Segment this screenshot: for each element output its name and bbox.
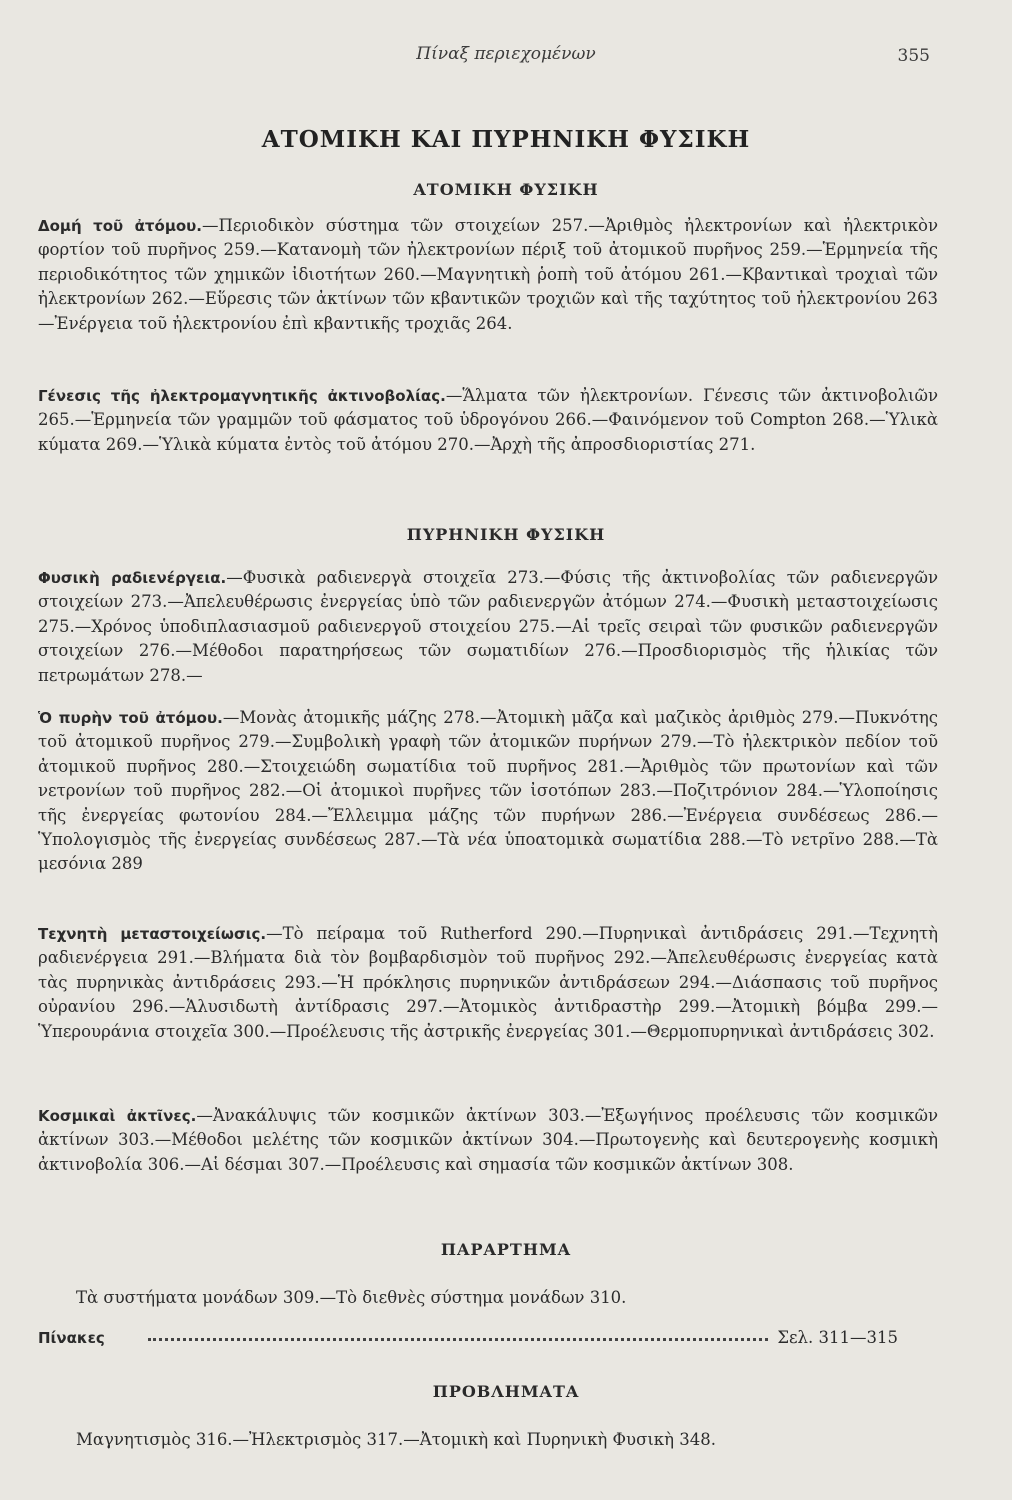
entry-text: —Ἀνακάλυψις τῶν κοσμικῶν ἀκτίνων 303.—Ἐξωγήινος προέλευσις τῶν κοσμικῶν ἀκτίνων 303.—Μέθοδοι μελέτης τῶν κοσμικῶν ἀκτίνων 304.—Πρωτογενὴς καὶ δευτερογενὴς κοσμικὴ ἀκτινοβολία 306.—Αἱ δέσμαι 307.—Προέλευσις καὶ σημασία τῶν κοσμικῶν ἀκτίνων 308.	[38, 1106, 938, 1174]
tables-entry	[38, 1328, 898, 1347]
toc-entry	[38, 214, 938, 336]
appendix-text: Τὰ συστήματα μονάδων 309.—Τὸ διεθνὲς σύστημα μονάδων 310.	[76, 1288, 627, 1307]
entry-text: —Ἅλματα τῶν ἠλεκτρονίων. Γένεσις τῶν ἀκτινοβολιῶν 265.—Ἑρμηνεία τῶν γραμμῶν τοῦ φάσματος τοῦ ὑδρογόνου 266.—Φαινόμενον τοῦ Compton 268.—Ὑλικὰ κύματα 269.—Ὑλικὰ κύματα ἐντὸς τοῦ ἀτόμου 270.—Ἀρχὴ τῆς ἀπροσδιοριστίας 271.	[38, 386, 938, 454]
entry-heading: Δομή τοῦ ἀτόμου.	[38, 217, 202, 235]
tables-pages: Σελ. 311—315	[777, 1328, 898, 1347]
toc-entry	[38, 566, 938, 688]
entry-heading: Γένεσις τῆς ἠλεκτρομαγνητικῆς ἀκτινοβολίας.	[38, 387, 446, 405]
entry-text: —Περιοδικὸν σύστημα τῶν στοιχείων 257.—Ἀριθμὸς ἠλεκτρονίων καὶ ἠλεκτρικὸν φορτίον τοῦ πυρῆνος 259.—Κατανομὴ τῶν ἠλεκτρονίων πέριξ τοῦ ἀτομικοῦ πυρῆνος 259.—Ἑρμηνεία τῆς περιοδικότητος τῶν χημικῶν ἰδιοτήτων 260.—Μαγνητικὴ ῥοπὴ τοῦ ἀτόμου 261.—Κβαντικαὶ τροχιαὶ τῶν ἠλεκτρονίων 262.—Εὕρεσις τῶν ἀκτίνων τῶν κβαντικῶν τροχιῶν καὶ τῆς ταχύτητος τοῦ ἠλεκτρονίου 263 —Ἐνέργεια τοῦ ἠλεκτρονίου ἐπὶ κβαντικῆς τροχιᾶς 264.	[38, 216, 938, 333]
main-title: ΑΤΟΜΙΚΗ ΚΑΙ ΠΥΡΗΝΙΚΗ ΦΥΣΙΚΗ	[261, 126, 751, 153]
entry-heading: Τεχνητὴ μεταστοιχείωσις.	[38, 925, 267, 943]
problems-heading: ΠΡΟΒΛΗΜΑΤΑ	[432, 1382, 580, 1401]
running-title: Πίναξ περιεχομένων	[416, 44, 596, 64]
entry-text: —Φυσικὰ ραδιενεργὰ στοιχεῖα 273.—Φύσις τῆς ἀκτινοβολίας τῶν ραδιενεργῶν στοιχείων 273.—Ἀπελευθέρωσις ἐνεργείας ὑπὸ τῶν ραδιενεργῶν ἀτόμων 274.—Φυσικὴ μεταστοιχείωσις 275.—Χρόνος ὑποδιπλασιασμοῦ ραδιενεργοῦ στοιχείου 275.—Αἱ τρεῖς σειραὶ τῶν φυσικῶν ραδιενεργῶν στοιχείων 276.—Μέθοδοι παρατηρήσεως τῶν σωματιδίων 276.—Προσδιορισμὸς τῆς ἡλικίας τῶν πετρωμάτων 278.—	[38, 568, 938, 685]
toc-entry	[38, 706, 938, 877]
toc-entry	[38, 922, 938, 1044]
problems-text: Μαγνητισμὸς 316.—Ἠλεκτρισμὸς 317.—Ἀτομικὴ καὶ Πυρηνικὴ Φυσικὴ 348.	[76, 1430, 716, 1449]
nuclear-physics-heading: ΠΥΡΗΝΙΚΗ ΦΥΣΙΚΗ	[406, 525, 606, 544]
entry-heading: Κοσμικαὶ ἀκτῖνες.	[38, 1107, 197, 1125]
toc-entry	[38, 1104, 938, 1177]
leader-dots	[148, 1338, 768, 1341]
appendix-heading: ΠΑΡΑΡΤΗΜΑ	[440, 1240, 572, 1259]
tables-label: Πίνακες	[38, 1329, 105, 1347]
entry-text: —Μονὰς ἀτομικῆς μάζης 278.—Ἀτομικὴ μᾶζα καὶ μαζικὸς ἀριθμὸς 279.—Πυκνότης τοῦ ἀτομικοῦ πυρῆνος 279.—Συμβολικὴ γραφὴ τῶν ἀτομικῶν πυρήνων 279.—Τὸ ἠλεκτρικὸν πεδίον τοῦ ἀτομικοῦ πυρῆνος 280.—Στοιχειώδη σωματίδια τοῦ πυρῆνος 281.—Ἀριθμὸς τῶν πρωτονίων καὶ τῶν νετρονίων τοῦ πυρῆνος 282.—Οἱ ἀτομικοὶ πυρῆνες τῶν ἰσοτόπων 283.—Ποζιτρόνιον 284.—Ὑλοποίησις τῆς ἐνεργείας φωτονίου 284.—Ἔλλειμμα μάζης τῶν πυρήνων 286.—Ἐνέργεια συνδέσεως 286.—Ὑπολογισμὸς τῆς ἐνεργείας συνδέσεως 287.—Τὰ νέα ὑποατομικὰ σωματίδια 288.—Τὸ νετρῖνο 288.—Τὰ μεσόνια 289	[38, 708, 938, 874]
entry-text: —Τὸ πείραμα τοῦ Rutherford 290.—Πυρηνικαὶ ἀντιδράσεις 291.—Τεχνητὴ ραδιενέργεια 291.—Βλήματα διὰ τὸν βομβαρδισμὸν τοῦ πυρῆνος 292.—Ἀπελευθέρωσις ἐνεργείας κατὰ τὰς πυρηνικὰς ἀντιδράσεις 293.—Ἡ πρόκλησις πυρηνικῶν ἀντιδράσεων 294.—Διάσπασις τοῦ πυρῆνος οὐρανίου 296.—Ἁλυσιδωτὴ ἀντίδρασις 297.—Ἀτομικὸς ἀντιδραστὴρ 299.—Ἀτομικὴ βόμβα 299.—Ὑπερουράνια στοιχεῖα 300.—Προέλευσις τῆς ἀστρικῆς ἐνεργείας 301.—Θερμοπυρηνικαὶ ἀντιδράσεις 302.	[38, 924, 938, 1041]
page-number: 355	[897, 46, 930, 66]
atomic-physics-heading: ΑΤΟΜΙΚΗ ΦΥΣΙΚΗ	[413, 180, 599, 199]
running-head	[0, 44, 1012, 68]
toc-entry	[38, 384, 938, 457]
entry-heading: Ὁ πυρὴν τοῦ ἀτόμου.	[38, 709, 223, 727]
entry-heading: Φυσικὴ ραδιενέργεια.	[38, 569, 227, 587]
